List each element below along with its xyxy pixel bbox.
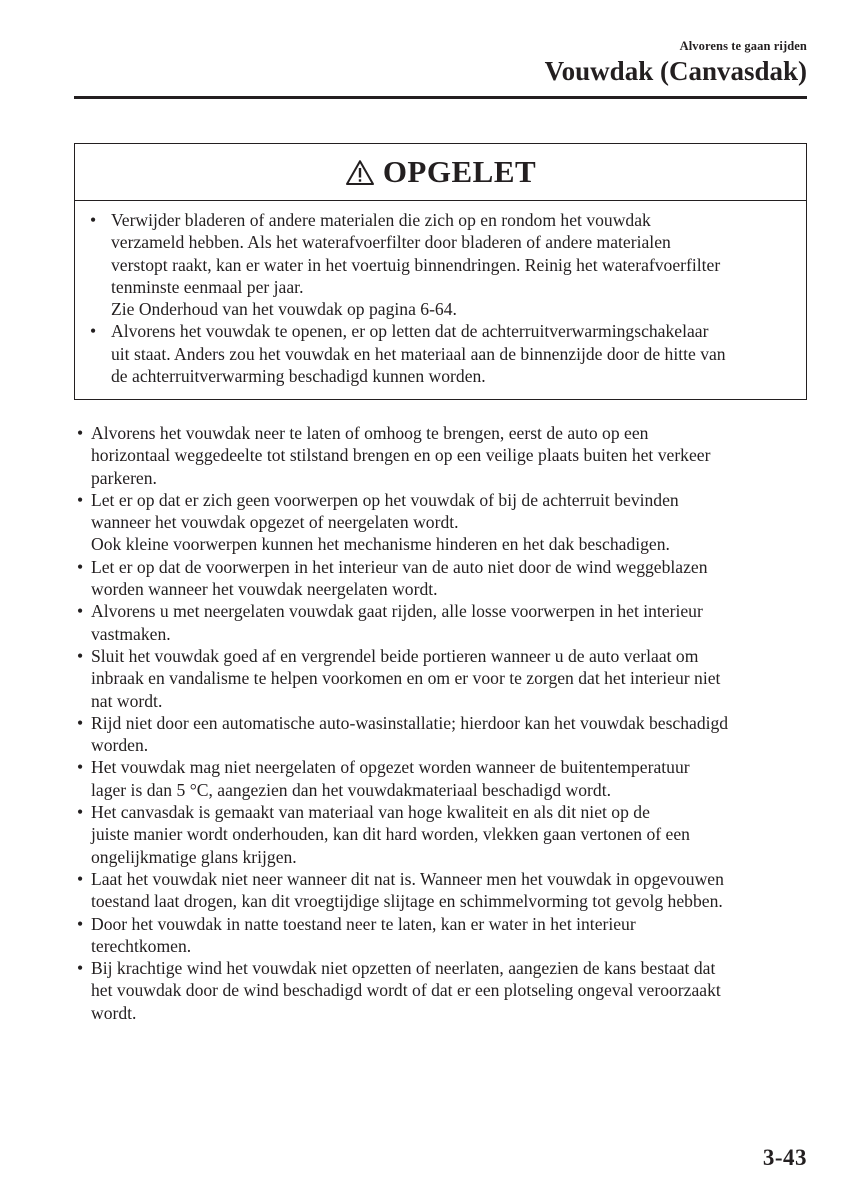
- bullet-mark: •: [77, 757, 84, 778]
- bullet-mark: •: [77, 958, 84, 979]
- text-line: parkeren.: [91, 467, 157, 488]
- instruction-list: [77, 422, 812, 1024]
- warning-triangle-icon: [345, 159, 375, 186]
- caution-list-item: [89, 320, 798, 387]
- text-line: Sluit het vouwdak goed af en vergrendel beide portieren wanneer u de auto verlaat om: [91, 645, 699, 666]
- text-line: Rijd niet door een automatische auto-wasinstallatie; hierdoor kan het vouwdak beschadigd: [91, 712, 729, 733]
- bullet-mark: •: [77, 802, 84, 823]
- text-line: verzameld hebben. Als het waterafvoerfilter door bladeren of andere materialen: [111, 232, 671, 253]
- text-line: tenminste eenmaal per jaar.: [111, 276, 304, 297]
- text-line: Alvorens het vouwdak neer te laten of omhoog te brengen, eerst de auto op een: [91, 423, 649, 443]
- caution-header: [75, 144, 806, 201]
- list-item: [77, 801, 812, 868]
- text-line: Zie Onderhoud van het vouwdak op pagina 6-64.: [111, 299, 457, 320]
- text-line: worden.: [91, 735, 149, 756]
- text-line: uit staat. Anders zou het vouwdak en het materiaal aan de binnenzijde door de hitte van: [111, 343, 726, 364]
- text-line: Laat het vouwdak niet neer wanneer dit nat is. Wanneer men het vouwdak in opgevouwen: [91, 868, 724, 889]
- text-line: toestand laat drogen, kan dit vroegtijdige slijtage en schimmelvorming tot gevolg hebben.: [91, 891, 723, 912]
- text-line: wordt.: [91, 1002, 137, 1023]
- text-line: verstopt raakt, kan er water in het voertuig binnendringen. Reinig het waterafvoerfilter: [111, 254, 721, 275]
- bullet-mark: •: [77, 712, 84, 733]
- bullet-mark: •: [90, 321, 97, 342]
- list-item: [77, 756, 812, 801]
- text-line: juiste manier wordt onderhouden, kan dit hard worden, vlekken gaan vertonen of een: [91, 824, 690, 845]
- list-item: [77, 712, 812, 757]
- text-line: Het vouwdak mag niet neergelaten of opgezet worden wanneer de buitentemperatuur: [91, 757, 690, 778]
- text-line: worden wanneer het vouwdak neergelaten wordt.: [91, 579, 438, 600]
- text-line: nat wordt.: [91, 690, 163, 711]
- bullet-mark: •: [77, 645, 84, 666]
- bullet-mark: •: [77, 556, 84, 577]
- text-line: Ook kleine voorwerpen kunnen het mechanisme hinderen en het dak beschadigen.: [91, 534, 670, 555]
- text-line: Verwijder bladeren of andere materialen die zich op en rondom het vouwdak: [111, 210, 651, 230]
- list-item: [77, 600, 812, 645]
- text-line: Let er op dat er zich geen voorwerpen op het vouwdak of bij de achterruit bevinden: [91, 489, 679, 510]
- text-line: het vouwdak door de wind beschadigd wordt of dat er een plotseling ongeval veroorzaakt: [91, 980, 721, 1001]
- caution-box: [74, 143, 807, 400]
- text-line: vastmaken.: [91, 623, 171, 644]
- page-number: 3-43: [762, 1145, 807, 1170]
- page-title: Vouwdak (Canvasdak): [544, 56, 807, 86]
- text-line: Alvorens u met neergelaten vouwdak gaat rijden, alle losse voorwerpen in het interieur: [91, 601, 703, 622]
- text-line: Alvorens het vouwdak te openen, er op letten dat de achterruitverwarmingschakelaar: [111, 321, 709, 342]
- list-item: [77, 868, 812, 913]
- text-line: Door het vouwdak in natte toestand neer te laten, kan er water in het interieur: [91, 913, 636, 934]
- list-item: [77, 645, 812, 712]
- text-line: terechtkomen.: [91, 935, 192, 956]
- text-line: wanneer het vouwdak opgezet of neergelaten wordt.: [91, 512, 459, 533]
- list-item: [77, 913, 812, 958]
- list-item: [77, 489, 812, 556]
- text-line: Bij krachtige wind het vouwdak niet opzetten of neerlaten, aangezien de kans bestaat dat: [91, 958, 716, 979]
- text-line: lager is dan 5 °C, aangezien dan het vouwdakmateriaal beschadigd wordt.: [91, 779, 612, 800]
- caution-body: [75, 201, 806, 387]
- list-item: [77, 422, 812, 489]
- text-line: inbraak en vandalisme te helpen voorkomen en om er voor te zorgen dat het interieur niet: [91, 668, 721, 689]
- list-item: [77, 957, 812, 1024]
- text-line: horizontaal weggedeelte tot stilstand brengen en op een veilige plaats buiten het verkeer: [91, 445, 711, 466]
- text-line: Het canvasdak is gemaakt van materiaal van hoge kwaliteit en als dit niet op de: [91, 802, 650, 823]
- section-heading: Alvorens te gaan rijden: [679, 39, 807, 53]
- bullet-mark: •: [77, 423, 84, 443]
- bullet-mark: •: [77, 601, 84, 622]
- header-divider: [74, 96, 807, 99]
- caution-list-item: [89, 209, 798, 320]
- bullet-mark: •: [90, 210, 97, 230]
- list-item: [77, 556, 812, 601]
- bullet-mark: •: [77, 868, 84, 889]
- caution-title: OPGELET: [382, 154, 537, 189]
- text-line: de achterruitverwarming beschadigd kunnen worden.: [111, 366, 486, 387]
- text-line: Let er op dat de voorwerpen in het interieur van de auto niet door de wind weggeblazen: [91, 556, 708, 577]
- bullet-mark: •: [77, 913, 84, 934]
- text-line: ongelijkmatige glans krijgen.: [91, 846, 297, 867]
- bullet-mark: •: [77, 489, 84, 510]
